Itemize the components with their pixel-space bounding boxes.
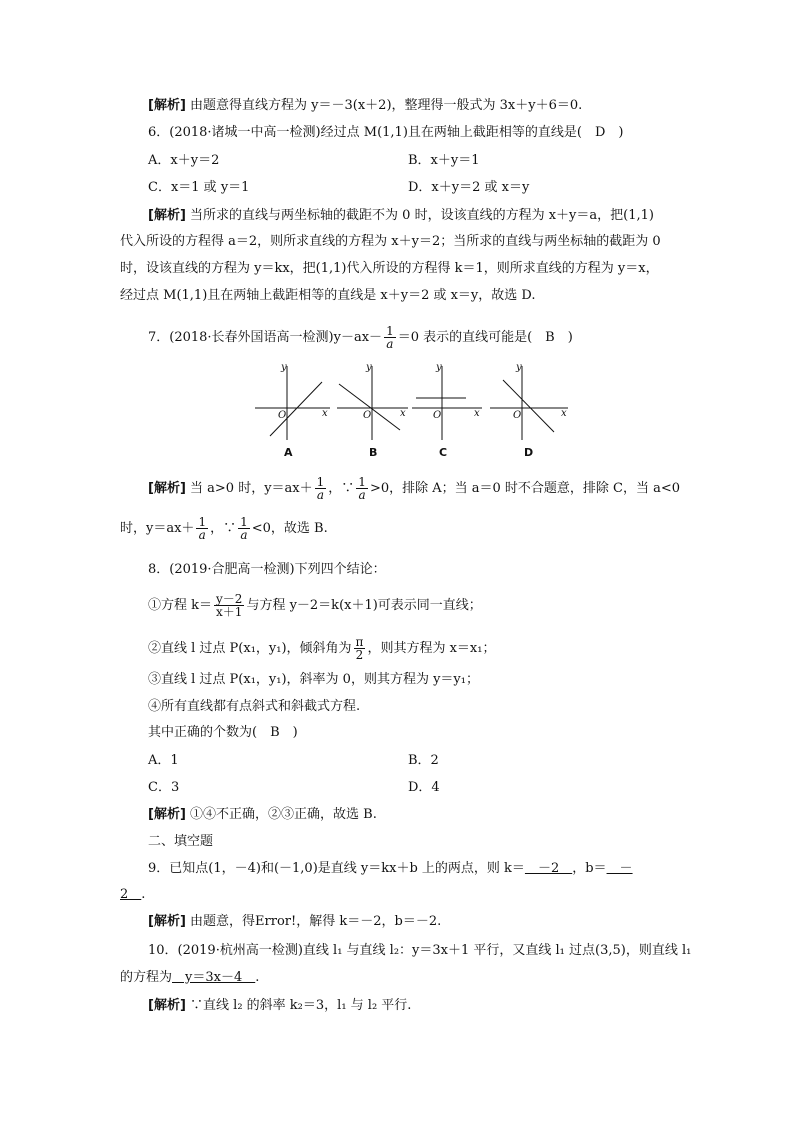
q8-s1-b: 与方程 y－2＝k(x＋1)可表示同一直线； — [246, 598, 482, 613]
graph-a-line — [270, 382, 322, 436]
q6-option-b: B．x＋y＝1 — [408, 153, 480, 168]
solution-tag: [解析] — [148, 208, 186, 223]
q7-stem — [148, 325, 573, 350]
x-axis-label: x — [322, 408, 328, 419]
q6-stem: 6．(2018·诸城一中高一检测)经过点 M(1,1)且在两轴上截距相等的直线是( D ) — [148, 125, 624, 140]
x-axis-label: x — [474, 408, 480, 419]
q8-option-d: D．4 — [408, 780, 440, 795]
q8-option-c: C．3 — [148, 780, 180, 795]
q7-sol2-c: <0，故选 B. — [251, 521, 328, 536]
q7-sol2-b: ，∵ — [210, 521, 237, 536]
q8-solution — [148, 806, 377, 824]
graph-d — [490, 366, 568, 440]
q10-stem: 10．(2019·杭州高一检测)直线 l₁ 与直线 l₂：y＝3x＋1 平行，又直线 l₁ 过点(3,5)，则直线 l₁ — [148, 943, 692, 958]
solution-tag: [解析] — [148, 98, 186, 113]
solution-tag: [解析] — [148, 481, 186, 496]
section-heading-fill-in: 二、填空题 — [148, 834, 214, 849]
q7-sol-frac-3 — [196, 516, 208, 541]
frac-den: a — [316, 488, 325, 502]
q9-stem-line-2 — [120, 886, 145, 904]
q9-answer-b-part1: － — [606, 861, 633, 876]
frac-num: 1 — [358, 475, 366, 489]
q7-stem-before: 7．(2018·长春外国语高一检测)y－ax－ — [148, 330, 383, 345]
q8-statement-3: ③直线 l 过点 P(x₁，y₁)，斜率为 0，则其方程为 y＝y₁； — [148, 672, 479, 687]
q8-s2-b: ，则其方程为 x＝x₁； — [367, 641, 496, 656]
y-axis-label: y — [516, 362, 522, 373]
q8-solution-text: ①④不正确，②③正确，故选 B. — [190, 807, 377, 822]
solution-tag: [解析] — [148, 914, 186, 929]
frac-den: a — [358, 488, 366, 502]
q6-option-d: D．x＋y＝2 或 x＝y — [408, 180, 530, 195]
graph-a — [255, 366, 330, 440]
q6-solution-line-1 — [148, 207, 654, 225]
graph-label-b: B — [369, 446, 378, 459]
frac-den: x＋1 — [216, 605, 243, 619]
frac-num: 1 — [198, 515, 207, 529]
q8-ask: 其中正确的个数为( B ) — [148, 725, 298, 740]
q7-sol-frac-4 — [238, 516, 250, 541]
q9-answer-b-part2: 2 — [120, 887, 142, 902]
q7-sol1-c: >0，排除 A；当 a＝0 时不合题意，排除 C，当 a<0 — [369, 481, 681, 496]
frac-num: π — [355, 635, 364, 649]
q9-answer-k: －2 — [524, 861, 573, 876]
q9-solution — [148, 913, 441, 931]
x-axis-label: x — [400, 408, 406, 419]
q10-text: 的方程为 — [120, 970, 173, 985]
solution-tag: [解析] — [148, 807, 186, 822]
q8-statement-2 — [148, 636, 495, 661]
q7-solution-line-1 — [148, 476, 680, 501]
q6-solution-line-3: 时，设该直线的方程为 y＝kx，把(1,1)代入所设的方程得 k＝1，则所求直线的方程为 y＝x， — [120, 261, 659, 276]
q7-solution-line-2 — [120, 516, 328, 541]
q10-answer: y＝3x－4 — [172, 970, 256, 985]
origin-label: O — [278, 410, 287, 421]
frac-den: 2 — [355, 648, 364, 662]
graph-b-line — [339, 384, 400, 430]
q7-stem-after: ＝0 表示的直线可能是( B ) — [397, 330, 573, 345]
graph-label-d: D — [524, 446, 534, 459]
q6-option-a: A．x＋y＝2 — [148, 153, 220, 168]
q8-option-a: A．1 — [148, 753, 179, 768]
solution-tag: [解析] — [148, 998, 186, 1013]
graph-d-line — [503, 380, 554, 432]
q7-frac-num: 1 — [386, 324, 394, 338]
q8-option-b: B．2 — [408, 753, 439, 768]
q7-frac-den: a — [386, 337, 394, 351]
graph-label-c: C — [439, 446, 448, 459]
q9-solution-text: 由题意，得Error!，解得 k＝－2，b＝－2. — [190, 914, 442, 929]
q7-sol-frac-2 — [356, 476, 368, 501]
q8-s1-a: ①方程 k＝ — [148, 598, 213, 613]
graph-b — [337, 366, 408, 440]
q7-graphs — [0, 358, 794, 468]
frac-num: 1 — [316, 475, 325, 489]
q10-solution-text: ∵直线 l₂ 的斜率 k₂＝3，l₁ 与 l₂ 平行. — [190, 998, 412, 1013]
q6-solution-text-1: 当所求的直线与两坐标轴的截距不为 0 时，设该直线的方程为 x＋y＝a，把(1,1) — [190, 208, 654, 223]
q8-statement-4: ④所有直线都有点斜式和斜截式方程. — [148, 699, 361, 714]
q8-s2-a: ②直线 l 过点 P(x₁，y₁)，倾斜角为 — [148, 641, 352, 656]
frac-den: a — [198, 528, 206, 542]
q9-text: 9．已知点(1，－4)和(－1,0)是直线 y＝kx＋b 上的两点，则 k＝ — [148, 861, 525, 876]
q10-end: . — [255, 970, 260, 985]
q9-mid: ，b＝ — [572, 861, 607, 876]
q8-s1-frac — [214, 593, 244, 618]
q9-end: . — [141, 887, 146, 902]
q7-sol2-a: 时，y＝ax＋ — [120, 521, 195, 536]
q8-s2-frac — [354, 636, 366, 661]
y-axis-label: y — [366, 362, 372, 373]
q8-stem: 8．(2019·合肥高一检测)下列四个结论： — [148, 562, 386, 577]
q5-solution-text: 由题意得直线方程为 y＝－3(x＋2)，整理得一般式为 3x＋y＋6＝0. — [190, 98, 583, 113]
origin-label: O — [363, 410, 372, 421]
q7-sol1-b: ，∵ — [328, 481, 355, 496]
q6-solution-line-4: 经过点 M(1,1)且在两轴上截距相等的直线是 x＋y＝2 或 x＝y，故选 D. — [120, 288, 536, 303]
q7-sol1-a: 当 a>0 时，y＝ax＋ — [190, 481, 313, 496]
q9-stem — [148, 860, 633, 878]
graph-c — [412, 366, 482, 440]
frac-num: 1 — [240, 515, 248, 529]
q7-sol-frac-1 — [315, 476, 327, 501]
q8-statement-1 — [148, 593, 482, 618]
q10-solution — [148, 997, 411, 1015]
frac-num: y－2 — [216, 592, 243, 606]
graph-label-a: A — [284, 446, 293, 459]
y-axis-label: y — [436, 362, 442, 373]
q6-solution-line-2: 代入所设的方程得 a＝2，则所求直线的方程为 x＋y＝2；当所求的直线与两坐标轴的截距为 0 — [120, 234, 661, 249]
q5-solution — [148, 97, 582, 115]
q10-stem-line-2 — [120, 969, 259, 987]
q7-fraction — [384, 325, 396, 350]
q6-option-c: C．x＝1 或 y＝1 — [148, 180, 250, 195]
y-axis-label: y — [281, 362, 287, 373]
origin-label: O — [433, 410, 442, 421]
x-axis-label: x — [561, 408, 567, 419]
origin-label: O — [513, 410, 522, 421]
frac-den: a — [240, 528, 248, 542]
